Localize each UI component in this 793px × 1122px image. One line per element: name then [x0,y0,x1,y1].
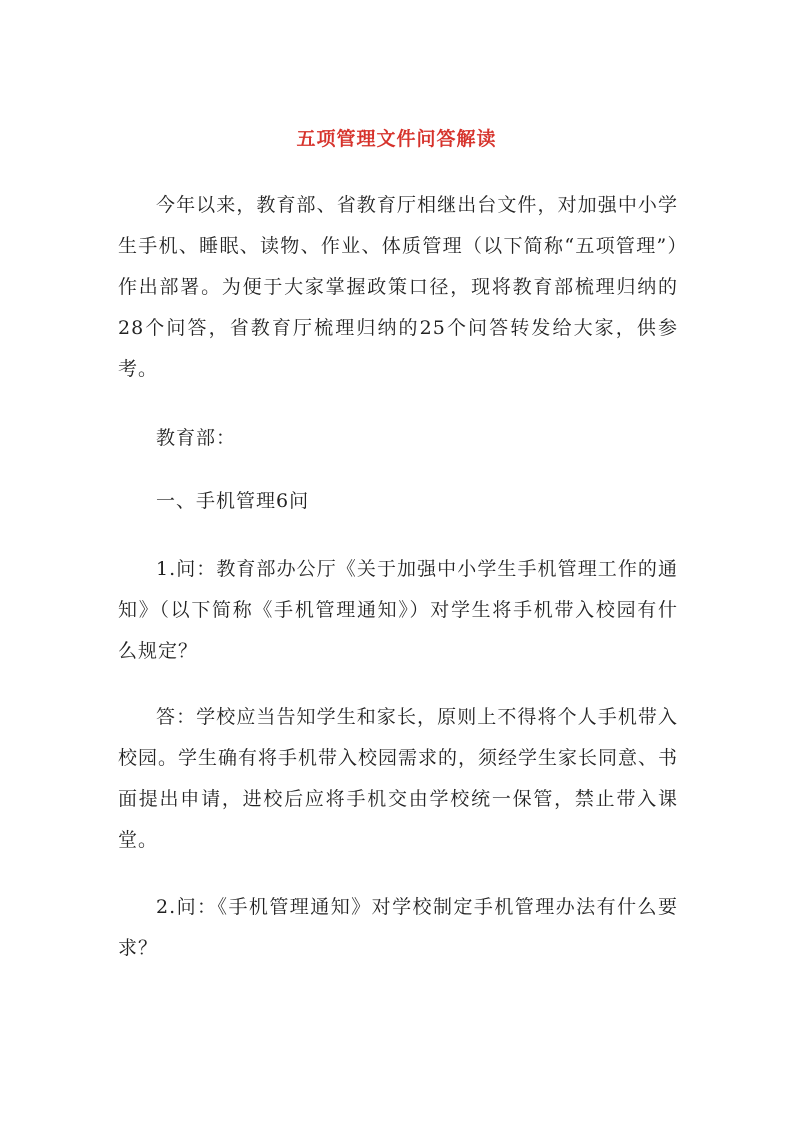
question-1: 1.问：教育部办公厅《关于加强中小学生手机管理工作的通知》（以下简称《手机管理通知》）对学生将手机带入校园有什么规定？ [118,558,678,662]
question-2: 2.问：《手机管理通知》对学校制定手机管理办法有什么要求？ [118,896,678,959]
section-heading-phone: 一、手机管理6问 [156,490,310,512]
answer-1: 答：学校应当告知学生和家长，原则上不得将个人手机带入校园。学生确有将手机带入校园需求的，须经学生家长同意、书面提出申请，进校后应将手机交由学校统一保管，禁止带入课堂。 [118,706,679,851]
intro-paragraph: 今年以来，教育部、省教育厅相继出台文件，对加强中小学生手机、睡眠、读物、作业、体质管理（以下简称“五项管理”）作出部署。为便于大家掌握政策口径，现将教育部梳理归纳的28个问答，省教育厅梳理归纳的25个问答转发给大家，供参考。 [118,194,678,380]
document-title: 五项管理文件问答解读 [296,128,497,150]
ministry-heading: 教育部： [156,427,237,449]
